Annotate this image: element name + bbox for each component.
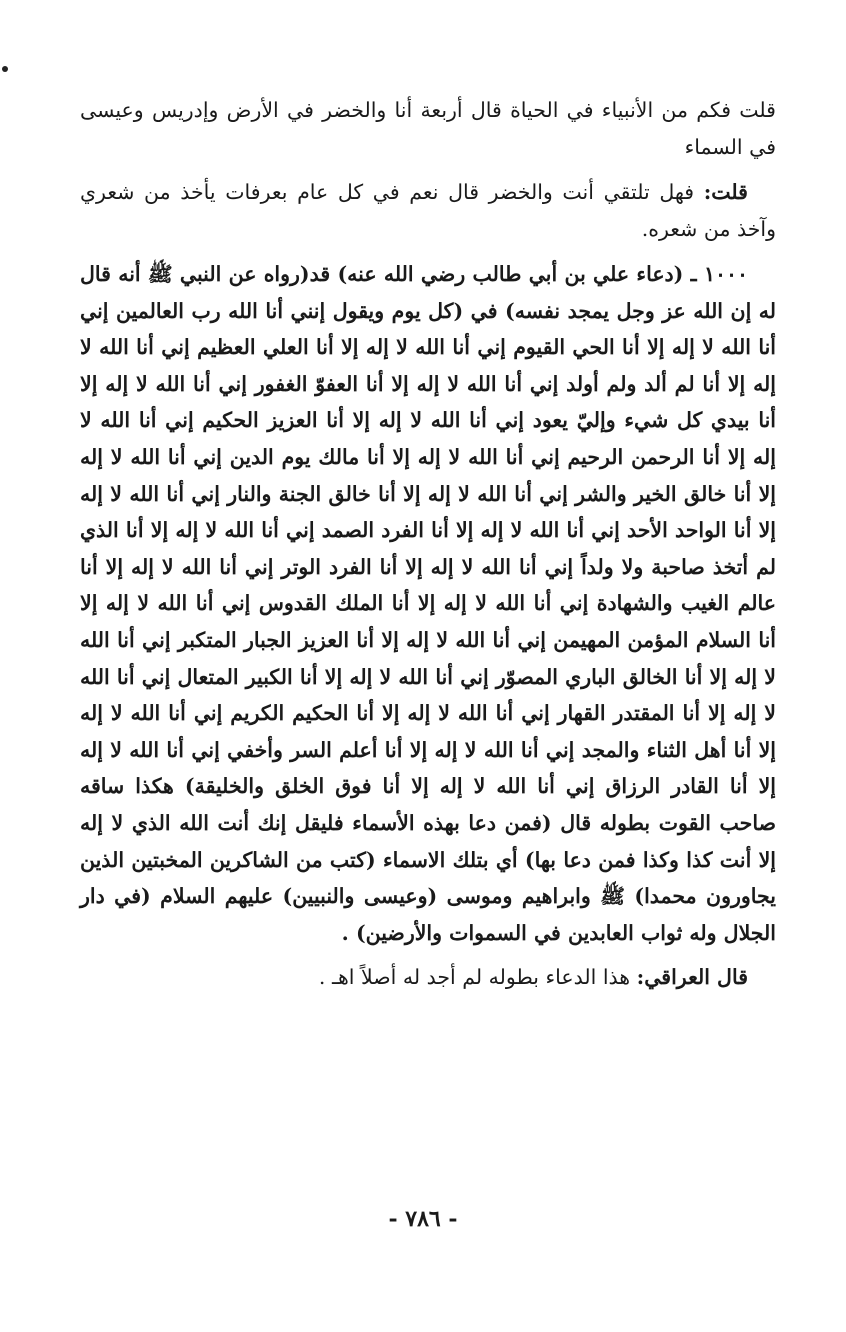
paragraph-lead: قلت: — [703, 180, 748, 204]
hadith-number: ١٠٠٠ ـ — [690, 262, 748, 286]
hadith-text: (دعاء علي بن أبي طالب رضي الله عنه) قد(رواه عن النبي ﷺ أنه قال له إن الله عز وجل يمجد نفسه) في (كل يوم ويقول إنني أنا الله رب العالمين إني أنا الله لا إله إلا أنا الحي القيوم إني أنا الله لا إله إلا أنا العلي العظيم إني أنا الله لا إله إلا أنا لم ألد ولم أولد إني أنا الله لا إله إلا أنا العفوّ الغفور إني أنا الله لا إله إلا أنا بيدي كل شيء وإليّ يعود إني أنا الله لا إله إلا أنا العزيز الحكيم إني أنا الله لا إله إلا أنا الرحمن الرحيم إني أنا الله لا إله إلا أنا مالك يوم الدين إني أنا الله لا إله إلا أنا خالق الخير والشر إني أنا الله لا إله إلا أنا خالق الجنة والنار إني أنا الله لا إله إلا أنا الواحد الأحد إني أنا الله لا إله إلا أنا الفرد الصمد إني أنا الله لا إله إلا أنا الذي لم أتخذ صاحبة ولا ولداً إني أنا الله لا إله إلا أنا الفرد الوتر إني أنا الله لا إله إلا أنا عالم الغيب والشهادة إني أنا الله لا إله إلا أنا الملك القدوس إني أنا الله لا إله إلا أنا السلام المؤمن المهيمن إني أنا الله لا إله إلا أنا العزيز الجبار المتكبر إني أنا الله لا إله إلا أنا الخالق الباري المصوّر إني أنا الله لا إله إلا أنا الكبير المتعال إني أنا الله لا إله إلا أنا المقتدر القهار إني أنا الله لا إله إلا أنا الحكيم الكريم إني أنا الله لا إله إلا أنا أهل الثناء والمجد إني أنا الله لا إله إلا أنا أعلم السر وأخفي إني أنا الله لا إله إلا أنا القادر الرزاق إني أنا الله لا إله إلا أنا فوق الخلق والخليقة) هكذا ساقه صاحب القوت بطوله قال (فمن دعا بهذه الأسماء فليقل إنك أنت الله الذي لا إله إلا أنت كذا وكذا فمن دعا بها) أي بتلك الاسماء (كتب من الشاكرين المخبتين الذين يجاورون محمدا) ﷺ وابراهيم وموسى (وعيسى والنبيين) عليهم السلام (في دار الجلال وله ثواب العابدين في السموات والأرضين) . — [80, 262, 776, 945]
hadith-1000 — [80, 256, 776, 951]
paragraph-prophets-alive: قلت فكم من الأنبياء في الحياة قال أربعة أنا والخضر في الأرض وإدريس وعيسى في السماء — [80, 98, 776, 159]
paragraph-lead: قال العراقي: — [636, 965, 748, 990]
paragraph-khidr-meeting — [80, 174, 776, 248]
margin-dot — [2, 66, 8, 72]
page-number: - ٧٨٦ - — [388, 1206, 458, 1232]
paragraph-iraqi-comment — [80, 959, 776, 996]
page-text — [80, 92, 776, 1004]
paragraph-body: هذا الدعاء بطوله لم أجد له أصلاً اهـ . — [318, 965, 637, 990]
paragraph-body: فهل تلتقي أنت والخضر قال نعم في كل عام بعرفات يأخذ من شعري وآخذ من شعره. — [80, 180, 776, 241]
